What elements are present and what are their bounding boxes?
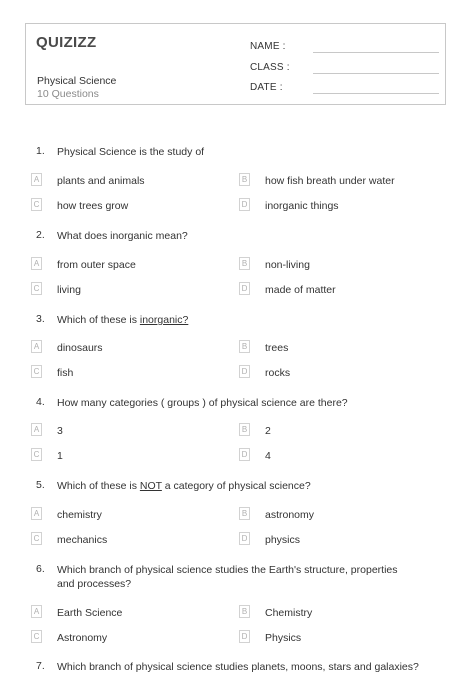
question-text: Which branch of physical science studies the Earth's structure, properties and processes?: [57, 564, 398, 590]
question-text: What does inorganic mean?: [57, 230, 188, 242]
option-letter-box: C: [31, 365, 42, 378]
class-label: CLASS :: [250, 62, 290, 73]
option-letter-box: C: [31, 198, 42, 211]
option-letter-box: D: [239, 448, 250, 461]
question-number: 5.: [36, 479, 45, 491]
question-text: Which of these is NOT a category of physical science?: [57, 480, 311, 492]
underlined-term: inorganic?: [139, 314, 189, 326]
option-letter-box: C: [31, 630, 42, 643]
option-letter-box: A: [31, 605, 42, 618]
name-label: NAME :: [250, 41, 286, 52]
option-letter-box: D: [239, 532, 250, 545]
question-number: 2.: [36, 229, 45, 241]
question-number: 4.: [36, 396, 45, 408]
question-text: Physical Science is the study of: [57, 146, 205, 158]
date-label: DATE :: [250, 82, 283, 93]
option-letter-box: A: [31, 507, 42, 520]
option-letter-box: B: [239, 340, 250, 353]
option-letter-box: D: [239, 282, 250, 295]
question-count: 10 Questions: [37, 88, 99, 100]
option-letter-box: D: [239, 365, 250, 378]
question-number: 1.: [36, 145, 45, 157]
quizizz-logo: QUIZIZZ: [36, 34, 97, 51]
worksheet-title: Physical Science: [37, 75, 117, 87]
worksheet-header: [25, 23, 446, 105]
underlined-term: NOT: [139, 480, 162, 492]
option-letter-box: A: [31, 340, 42, 353]
question-number: 3.: [36, 313, 45, 325]
question-number: 6.: [36, 563, 45, 575]
option-letter-box: B: [239, 173, 250, 186]
option-letter-box: A: [31, 423, 42, 436]
date-field-line: [313, 93, 439, 94]
option-letter-box: D: [239, 198, 250, 211]
question-text: How many categories ( groups ) of physical science are there?: [57, 397, 348, 409]
option-letter-box: C: [31, 282, 42, 295]
option-letter-box: B: [239, 507, 250, 520]
option-letter-box: B: [239, 257, 250, 270]
question-text: Which of these is inorganic?: [57, 314, 189, 326]
option-letter-box: B: [239, 605, 250, 618]
class-field-line: [313, 73, 439, 74]
option-letter-box: C: [31, 448, 42, 461]
option-letter-box: C: [31, 532, 42, 545]
question-number: 7.: [36, 660, 45, 672]
option-letter-box: B: [239, 423, 250, 436]
option-letter-box: A: [31, 173, 42, 186]
question-text: Which branch of physical science studies planets, moons, stars and galaxies?: [57, 661, 419, 673]
name-field-line: [313, 52, 439, 53]
option-letter-box: A: [31, 257, 42, 270]
option-letter-box: D: [239, 630, 250, 643]
